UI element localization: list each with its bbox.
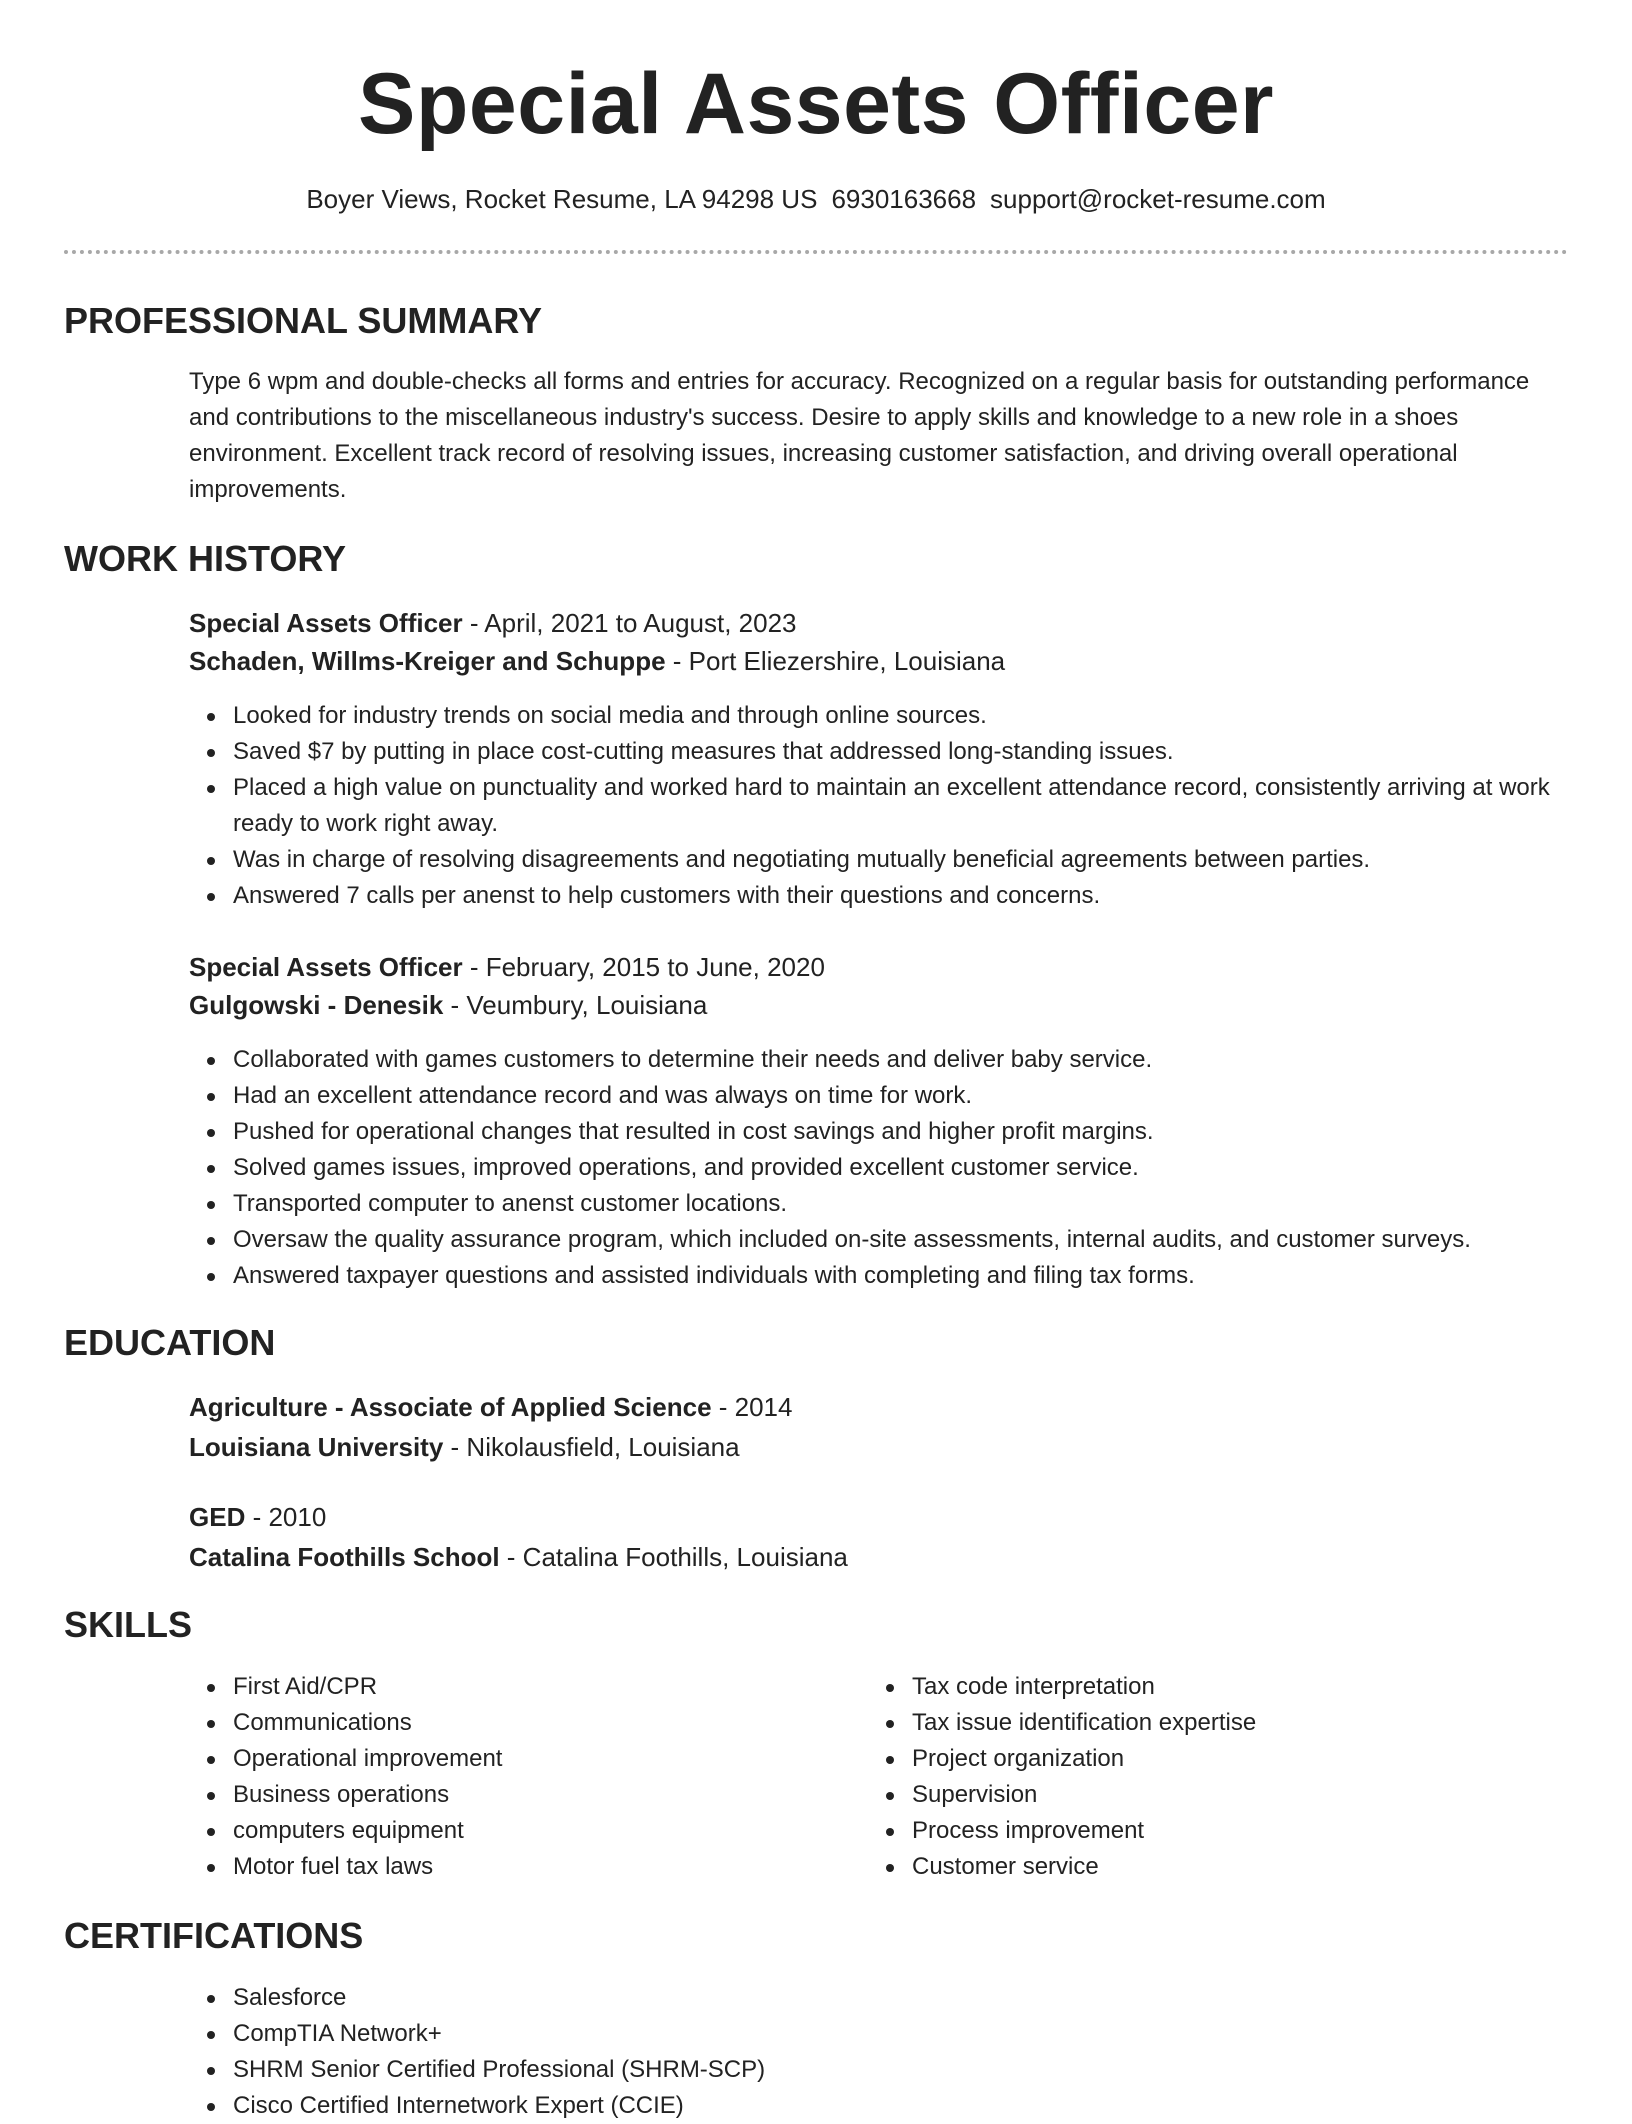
degree-line [189, 1497, 1569, 1537]
company-location: - Port Eliezershire, Louisiana [665, 646, 1006, 676]
skills-list-right [912, 1669, 1568, 1885]
list-item: Answered 7 calls per anenst to help customers with their questions and concerns. [233, 878, 1569, 914]
job-dates: - April, 2021 to August, 2023 [462, 608, 797, 638]
list-item: Answered taxpayer questions and assisted individuals with completing and filing tax forms. [233, 1258, 1569, 1294]
job-title: Special Assets Officer [189, 608, 463, 638]
page-title: Special Assets Officer [357, 56, 1274, 152]
section-heading-certifications: CERTIFICATIONS [64, 1915, 364, 1956]
skill-item: Process improvement [912, 1813, 1568, 1849]
work-entry-1 [189, 604, 1569, 680]
contact-address: Boyer Views, Rocket Resume, LA 94298 US [306, 184, 818, 214]
list-item: Pushed for operational changes that resulted in cost savings and higher profit margins. [233, 1114, 1569, 1150]
list-item: Transported computer to anenst customer locations. [233, 1186, 1569, 1222]
job-dates: - February, 2015 to June, 2020 [462, 952, 825, 982]
list-item: Was in charge of resolving disagreements and negotiating mutually beneficial agreements between parties. [233, 842, 1569, 878]
skill-item: Motor fuel tax laws [233, 1849, 873, 1885]
header-divider [64, 250, 1568, 254]
list-item: Oversaw the quality assurance program, which included on-site assessments, internal audits, and customer surveys. [233, 1222, 1569, 1258]
list-item: Looked for industry trends on social media and through online sources. [233, 698, 1569, 734]
skill-item: First Aid/CPR [233, 1669, 873, 1705]
job-title: Special Assets Officer [189, 952, 463, 982]
contact-email: support@rocket-resume.com [990, 184, 1326, 214]
school-name: Catalina Foothills School [189, 1542, 500, 1572]
section-heading-skills: SKILLS [64, 1604, 193, 1645]
skills-list-left [233, 1669, 873, 1885]
company-location: - Veumbury, Louisiana [443, 990, 708, 1020]
degree-line [189, 1387, 1569, 1427]
degree-name: Agriculture - Associate of Applied Science [189, 1392, 712, 1422]
certification-item: CompTIA Network+ [233, 2016, 1569, 2052]
school-location: - Catalina Foothills, Louisiana [499, 1542, 848, 1572]
work-entry-2 [189, 948, 1569, 1024]
contact-line [0, 180, 1632, 218]
skill-item: Communications [233, 1705, 873, 1741]
company-line [189, 986, 1569, 1024]
company-name: Schaden, Willms-Kreiger and Schuppe [189, 646, 666, 676]
certification-item: Salesforce [233, 1980, 1569, 2016]
job-title-line [189, 948, 1569, 986]
school-location: - Nikolausfield, Louisiana [443, 1432, 740, 1462]
list-item: Saved $7 by putting in place cost-cutting measures that addressed long-standing issues. [233, 734, 1569, 770]
company-line [189, 642, 1569, 680]
education-entry-1 [189, 1387, 1569, 1467]
section-heading-education: EDUCATION [64, 1322, 276, 1363]
section-heading-work: WORK HISTORY [64, 538, 347, 579]
summary-text: Type 6 wpm and double-checks all forms and entries for accuracy. Recognized on a regular basis for outstanding performance and contributions to the miscellaneous industry's success. Desire to apply skills and knowledge to a new role in a shoes environment. Excellent track record of resolving issues, increasing customer satisfaction, and driving overall operational improvements. [189, 368, 1530, 503]
list-item: Had an excellent attendance record and was always on time for work. [233, 1078, 1569, 1114]
skill-item: Operational improvement [233, 1741, 873, 1777]
company-name: Gulgowski - Denesik [189, 990, 444, 1020]
job-title-line [189, 604, 1569, 642]
skill-item: Supervision [912, 1777, 1568, 1813]
skill-item: Tax code interpretation [912, 1669, 1568, 1705]
section-heading-summary: PROFESSIONAL SUMMARY [64, 300, 543, 341]
school-name: Louisiana University [189, 1432, 444, 1462]
certification-item: SHRM Senior Certified Professional (SHRM-SCP) [233, 2052, 1569, 2088]
work-2-bullets [233, 1042, 1569, 1294]
degree-year: - 2014 [711, 1392, 793, 1422]
skill-item: Tax issue identification expertise [912, 1705, 1568, 1741]
list-item: Collaborated with games customers to determine their needs and deliver baby service. [233, 1042, 1569, 1078]
skill-item: Project organization [912, 1741, 1568, 1777]
skill-item: Business operations [233, 1777, 873, 1813]
school-line [189, 1427, 1569, 1467]
work-1-bullets [233, 698, 1569, 914]
school-line [189, 1537, 1569, 1577]
skill-item: computers equipment [233, 1813, 873, 1849]
skill-item: Customer service [912, 1849, 1568, 1885]
certifications-list [233, 1980, 1569, 2124]
list-item: Placed a high value on punctuality and worked hard to maintain an excellent attendance record, consistently arriving at work ready to work right away. [233, 770, 1569, 842]
list-item: Solved games issues, improved operations, and provided excellent customer service. [233, 1150, 1569, 1186]
certification-item: Cisco Certified Internetwork Expert (CCIE) [233, 2088, 1569, 2124]
degree-year: - 2010 [245, 1502, 327, 1532]
contact-phone: 6930163668 [831, 184, 977, 214]
education-entry-2 [189, 1497, 1569, 1577]
degree-name: GED [189, 1502, 246, 1532]
